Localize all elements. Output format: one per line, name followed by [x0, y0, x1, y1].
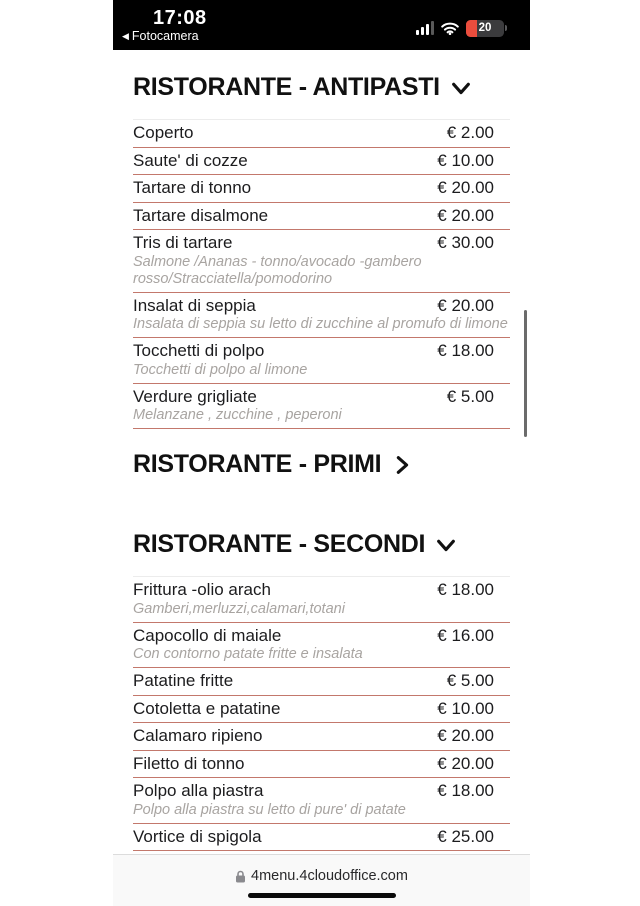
menu-item-main: [133, 178, 510, 198]
section-title: RISTORANTE - ANTIPASTI: [133, 72, 440, 101]
home-indicator[interactable]: [248, 893, 396, 898]
chevron-down-icon: [450, 76, 472, 100]
menu-item-price: € 5.00: [446, 671, 494, 690]
lock-icon: [235, 870, 246, 883]
menu-item-main: [133, 341, 510, 361]
menu-item-main: [133, 626, 510, 646]
menu-section: [113, 447, 530, 481]
menu-item-price: € 10.00: [437, 150, 494, 170]
status-time: 17:08: [153, 7, 207, 29]
menu-item-description: Insalata di seppia su letto di zucchine al promufo di limone: [133, 316, 508, 332]
menu-item-row: [133, 723, 510, 751]
cellular-signal-icon: [416, 21, 435, 35]
menu-item-row: [133, 175, 510, 203]
back-app-label: Fotocamera: [131, 29, 199, 43]
menu-item-main: [133, 206, 510, 226]
menu-item-main: [133, 699, 510, 719]
menu-item-price: € 20.00: [437, 178, 494, 197]
menu-item-row: [133, 668, 510, 696]
menu-item-main: [133, 781, 510, 801]
browser-bottom-bar: [113, 854, 530, 906]
menu-item-main: [133, 580, 510, 600]
chevron-down-icon: [435, 533, 457, 557]
section-title: RISTORANTE - PRIMI: [133, 449, 382, 478]
chevron-right-icon: [391, 453, 413, 477]
menu-item-price: € 18.00: [437, 580, 494, 599]
menu-item-price: € 16.00: [437, 625, 494, 645]
menu-item-description: Polpo alla piastra su letto di pure' di patate: [133, 801, 406, 818]
menu-item-row: [133, 120, 510, 148]
menu-item-name: Coperto: [133, 123, 194, 142]
menu-item-name: Patatine fritte: [133, 671, 234, 690]
scrollbar-thumb[interactable]: [524, 310, 527, 437]
menu-item-price: € 20.00: [437, 726, 494, 745]
menu-item-description: Gamberi,merluzzi,calamari,totani: [133, 600, 345, 617]
menu-item-row: [133, 778, 510, 824]
menu-item-main: [133, 827, 510, 847]
menu-item-name: Saute' di cozze: [133, 150, 248, 170]
menu-item-row: [133, 696, 510, 724]
menu-item-price: € 30.00: [437, 233, 494, 252]
menu-item-description: Tocchetti di polpo al limone: [133, 361, 308, 378]
menu-item-row: [133, 577, 510, 623]
menu-item-main: [133, 387, 510, 407]
menu-item-name: Verdure grigliate: [133, 386, 257, 406]
address-bar[interactable]: [113, 868, 530, 884]
menu-item-main: [133, 296, 510, 316]
menu-item-main: [133, 754, 510, 774]
section-header[interactable]: [133, 70, 530, 104]
menu-item-price: € 20.00: [437, 295, 494, 315]
menu-item-row: [133, 203, 510, 231]
menu-item-name: Tartare disalmone: [133, 205, 269, 225]
menu-item-row: [133, 338, 510, 384]
battery-low-fill: [466, 20, 477, 37]
status-bar: [113, 0, 530, 50]
menu-item-price: € 18.00: [437, 341, 494, 360]
menu-sections: [113, 50, 530, 851]
menu-item-name: Tocchetti di polpo: [133, 341, 265, 360]
battery-icon: [466, 20, 507, 37]
menu-section: [113, 527, 530, 851]
menu-item-list: [133, 576, 510, 851]
section-title: RISTORANTE - SECONDI: [133, 529, 426, 558]
menu-item-description: Con contorno patate fritte e insalata: [133, 646, 363, 662]
back-to-app-button[interactable]: [122, 29, 199, 43]
menu-item-name: Tartare di tonno: [133, 178, 252, 197]
menu-item-name: Tris di tartare: [133, 233, 233, 252]
menu-item-name: Cotoletta e patatine: [133, 698, 281, 718]
menu-item-row: [133, 623, 510, 669]
menu-item-row: [133, 230, 510, 293]
menu-item-price: € 2.00: [446, 123, 494, 142]
menu-item-list: [133, 119, 510, 429]
menu-item-price: € 10.00: [437, 698, 494, 718]
battery-percent: 20: [478, 22, 492, 34]
wifi-icon: [441, 22, 459, 35]
menu-item-main: [133, 151, 510, 171]
menu-item-name: Calamaro ripieno: [133, 726, 263, 745]
back-arrow-icon: ◀: [122, 31, 129, 41]
section-header[interactable]: [133, 447, 530, 481]
menu-item-price: € 25.00: [437, 826, 494, 846]
menu-item-name: Polpo alla piastra: [133, 781, 264, 800]
menu-item-price: € 20.00: [437, 753, 494, 773]
menu-item-row: [133, 384, 510, 430]
menu-item-name: Filetto di tonno: [133, 753, 245, 773]
menu-item-name: Insalat di seppia: [133, 295, 256, 315]
menu-item-name: Vortice di spigola: [133, 826, 262, 846]
menu-item-price: € 20.00: [437, 205, 494, 225]
address-url: 4menu.4cloudoffice.com: [251, 868, 408, 884]
menu-item-row: [133, 751, 510, 779]
menu-item-row: [133, 824, 510, 852]
phone-screen: [113, 0, 530, 906]
menu-item-row: [133, 293, 510, 339]
menu-item-main: [133, 123, 510, 143]
menu-item-main: [133, 726, 510, 746]
menu-item-main: [133, 671, 510, 691]
menu-item-name: Frittura -olio arach: [133, 580, 271, 599]
menu-item-price: € 18.00: [437, 781, 494, 800]
menu-item-row: [133, 148, 510, 176]
status-icons: [416, 19, 508, 37]
menu-item-description: Melanzane , zucchine , peperoni: [133, 407, 342, 423]
menu-item-price: € 5.00: [446, 386, 494, 406]
section-header[interactable]: [133, 527, 530, 561]
menu-item-main: [133, 233, 510, 253]
menu-item-name: Capocollo di maiale: [133, 625, 282, 645]
menu-item-description: Salmone /Ananas - tonno/avocado -gambero rosso/Stracciatella/pomodorino: [133, 253, 422, 287]
menu-section: [113, 70, 530, 429]
